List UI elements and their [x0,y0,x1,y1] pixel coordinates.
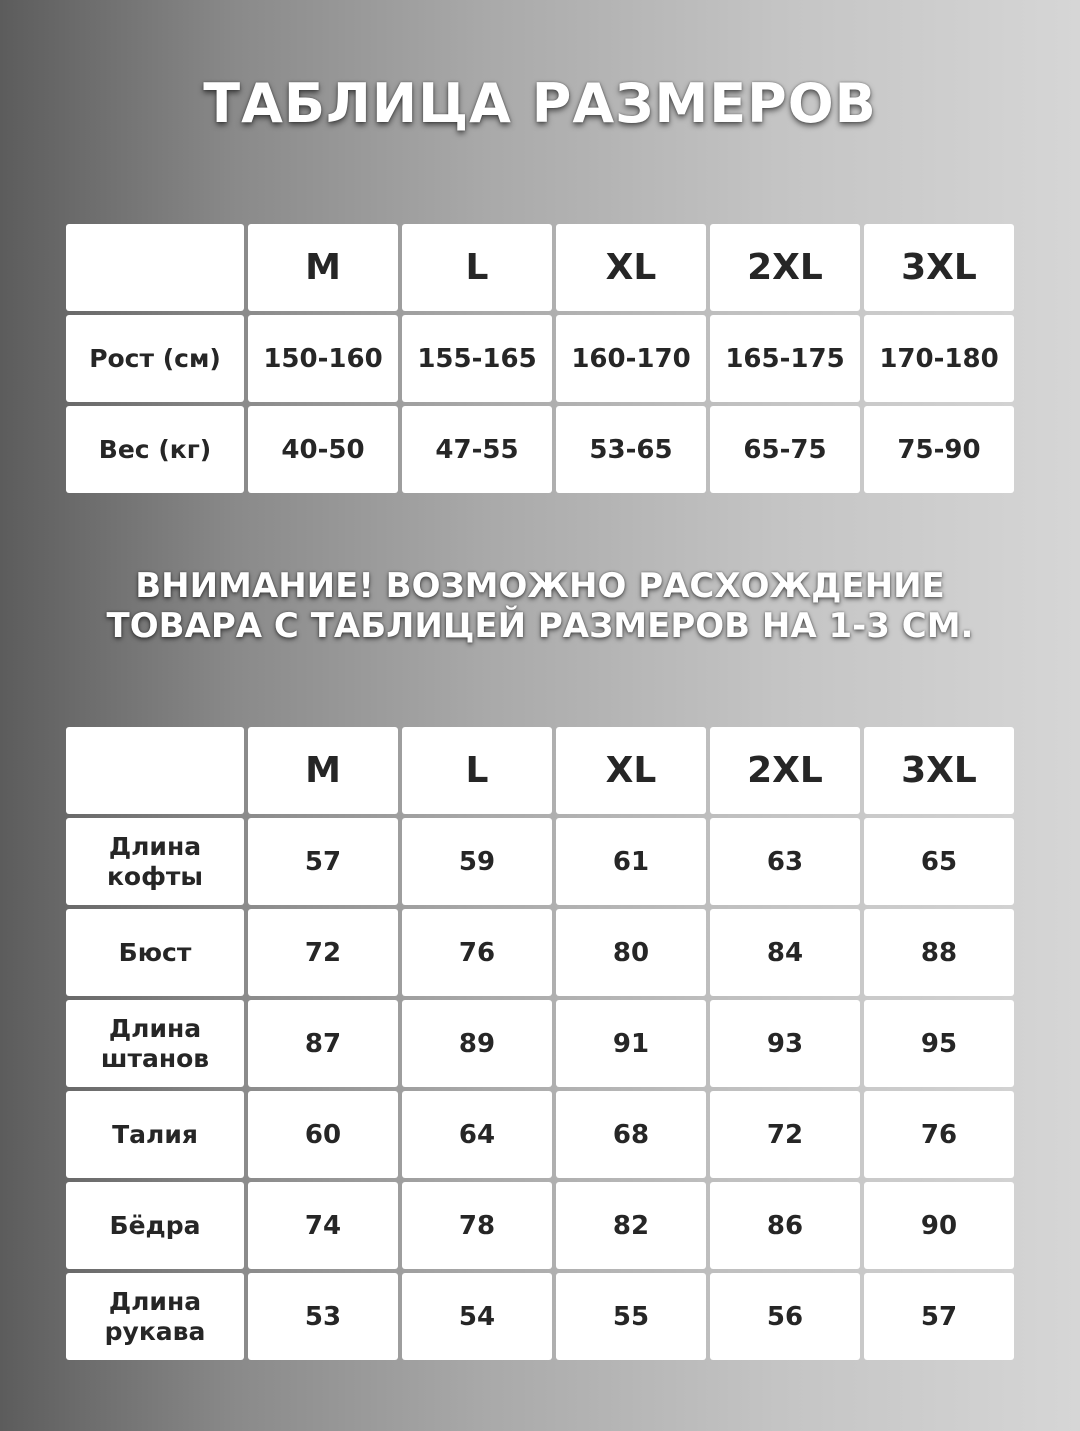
table-cell: 155-165 [402,315,552,402]
table-cell: 84 [710,909,860,996]
size-header: 2XL [710,224,860,311]
size-table-measurements [66,727,1014,1360]
size-table-height-weight [66,224,1014,493]
size-header: L [402,727,552,814]
table-cell: 57 [864,1273,1014,1360]
table-cell: 47-55 [402,406,552,493]
table-cell: 91 [556,1000,706,1087]
table-cell: 160-170 [556,315,706,402]
table-cell: 65-75 [710,406,860,493]
table-cell: 89 [402,1000,552,1087]
table-cell: 55 [556,1273,706,1360]
table-cell: 78 [402,1182,552,1269]
corner-cell [66,727,244,814]
size-header: M [248,224,398,311]
notice-line: ТОВАРА С ТАБЛИЦЕЙ РАЗМЕРОВ НА 1-3 СМ. [106,606,974,646]
table-cell: 86 [710,1182,860,1269]
size-header: 2XL [710,727,860,814]
table-cell: 65 [864,818,1014,905]
notice-line: ВНИМАНИЕ! ВОЗМОЖНО РАСХОЖДЕНИЕ [135,566,945,606]
table-cell: 93 [710,1000,860,1087]
row-label-height: Рост (см) [66,315,244,402]
table-cell: 54 [402,1273,552,1360]
table-cell: 63 [710,818,860,905]
table-cell: 40-50 [248,406,398,493]
size-header: XL [556,727,706,814]
row-label-waist: Талия [66,1091,244,1178]
table-cell: 56 [710,1273,860,1360]
size-header: L [402,224,552,311]
table-cell: 75-90 [864,406,1014,493]
table-cell: 72 [248,909,398,996]
table-cell: 72 [710,1091,860,1178]
table-cell: 57 [248,818,398,905]
table-cell: 76 [864,1091,1014,1178]
table-cell: 80 [556,909,706,996]
page-title: ТАБЛИЦА РАЗМЕРОВ [203,72,877,135]
table-cell: 170-180 [864,315,1014,402]
corner-cell [66,224,244,311]
size-notice [0,566,1080,646]
row-label-hips: Бёдра [66,1182,244,1269]
size-header: M [248,727,398,814]
size-header: 3XL [864,727,1014,814]
table-cell: 74 [248,1182,398,1269]
size-header: XL [556,224,706,311]
table-cell: 76 [402,909,552,996]
table-cell: 60 [248,1091,398,1178]
table-cell: 64 [402,1091,552,1178]
table-cell: 53-65 [556,406,706,493]
table-cell: 68 [556,1091,706,1178]
row-label-top-length: Длина кофты [66,818,244,905]
row-label-weight: Вес (кг) [66,406,244,493]
row-label-sleeve-length: Длина рукава [66,1273,244,1360]
table-cell: 95 [864,1000,1014,1087]
table-cell: 82 [556,1182,706,1269]
size-header: 3XL [864,224,1014,311]
row-label-pants-length: Длина штанов [66,1000,244,1087]
table-cell: 59 [402,818,552,905]
table-cell: 90 [864,1182,1014,1269]
row-label-bust: Бюст [66,909,244,996]
table-cell: 150-160 [248,315,398,402]
table-cell: 88 [864,909,1014,996]
table-cell: 87 [248,1000,398,1087]
table-cell: 61 [556,818,706,905]
table-cell: 53 [248,1273,398,1360]
table-cell: 165-175 [710,315,860,402]
